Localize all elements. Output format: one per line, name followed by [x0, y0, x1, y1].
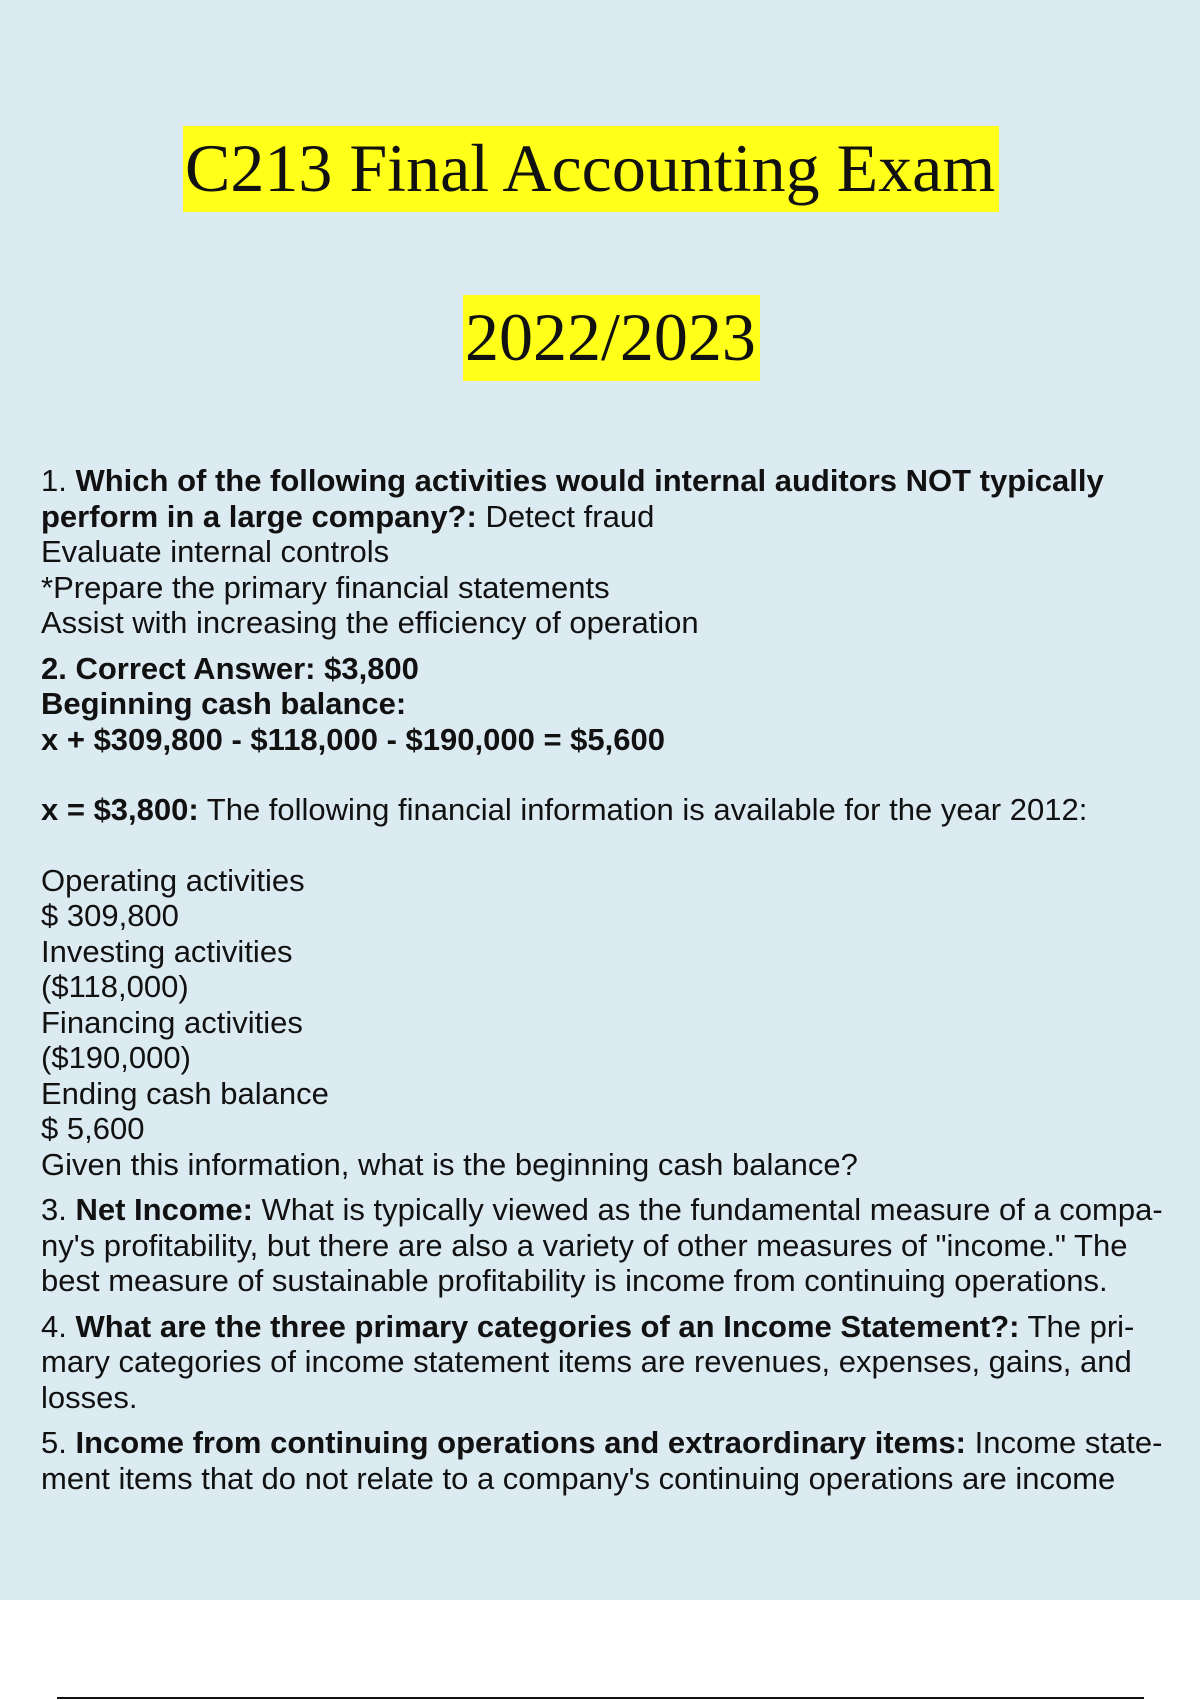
question-4 — [41, 1309, 1191, 1416]
question-prompt: Income from continuing operations and extraordinary items: — [75, 1425, 966, 1460]
question-number: 3. — [41, 1192, 76, 1227]
data-line: $ 5,600 — [41, 1111, 145, 1146]
answer-text: What is typically viewed as the fundamental measure of a compa- — [252, 1192, 1163, 1227]
data-line: ($118,000) — [41, 969, 189, 1004]
question-2 — [41, 651, 1191, 1183]
data-line: ($190,000) — [41, 1040, 191, 1075]
x-result: x = $3,800: — [41, 792, 199, 827]
data-line: Operating activities — [41, 862, 305, 898]
question-prompt: Which of the following activities would internal auditors NOT typically perform in a large company?: — [41, 463, 1104, 534]
answer-text: mary categories of income statement items are revenues, expenses, gains, and — [41, 1344, 1132, 1379]
answer-line: Evaluate internal controls — [41, 534, 390, 569]
data-line: Given this information, what is the beginning cash balance? — [41, 1146, 858, 1182]
question-prompt: What are the three primary categories of an Income Statement?: — [75, 1308, 1020, 1344]
answer-text: ment items that do not relate to a company's continuing operations are income — [41, 1460, 1116, 1496]
answer-line: Detect fraud — [476, 498, 655, 534]
answer-text: best measure of sustainable profitability is income from continuing operations. — [41, 1263, 1108, 1298]
question-number: 5. — [41, 1425, 76, 1460]
question-prompt: Net Income: — [75, 1192, 253, 1227]
answer-text: ny's profitability, but there are also a variety of other measures of "income." The — [41, 1227, 1128, 1263]
answer-text: Income state- — [966, 1425, 1163, 1460]
data-line: Ending cash balance — [41, 1075, 329, 1111]
answer-line: *Prepare the primary financial statements — [41, 569, 610, 605]
question-text: The following financial information is available for the year 2012: — [198, 792, 1088, 827]
document-year: 2022/2023 — [463, 295, 760, 381]
question-5 — [41, 1425, 1191, 1496]
exam-content — [41, 463, 1191, 1506]
data-line: Financing activities — [41, 1004, 303, 1040]
data-line: $ 309,800 — [41, 898, 179, 933]
correct-answer: 2. Correct Answer: $3,800 — [41, 650, 419, 686]
answer-line: Assist with increasing the efficiency of operation — [41, 605, 699, 640]
question-number: 4. — [41, 1308, 76, 1344]
question-1 — [41, 463, 1191, 641]
question-3 — [41, 1192, 1191, 1299]
footer-divider — [57, 1697, 1144, 1699]
answer-text: losses. — [41, 1379, 138, 1415]
question-number: 1. — [41, 463, 76, 498]
answer-equation: x + $309,800 - $118,000 - $190,000 = $5,600 — [41, 721, 665, 757]
document-title: C213 Final Accounting Exam — [183, 126, 999, 212]
answer-text: The pri- — [1019, 1308, 1135, 1344]
answer-heading: Beginning cash balance: — [41, 686, 407, 721]
data-line: Investing activities — [41, 933, 293, 969]
